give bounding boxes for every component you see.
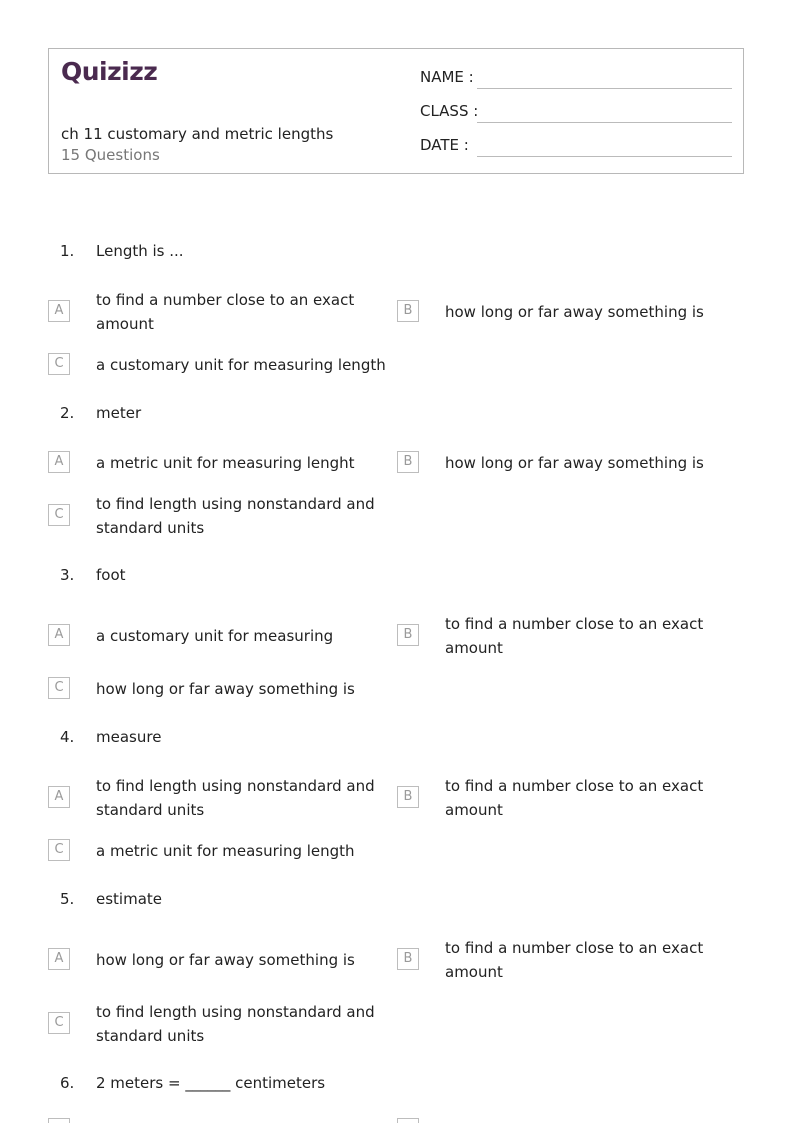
- option-a-text: to find length using nonstandard and standard units: [96, 777, 375, 819]
- option-b-text: how long or far away something is: [445, 303, 704, 321]
- option-b-text: how long or far away something is: [445, 454, 704, 472]
- option-c-text: to find length using nonstandard and standard units: [96, 495, 375, 537]
- option-a-box[interactable]: A: [48, 786, 70, 808]
- option-b-box[interactable]: B: [397, 786, 419, 808]
- option-b-box[interactable]: B: [397, 624, 419, 646]
- date-line: [477, 156, 732, 157]
- option-a-text: how long or far away something is: [96, 951, 355, 969]
- option-c-box[interactable]: C: [48, 353, 70, 375]
- option-a-box[interactable]: A: [48, 451, 70, 473]
- question-text: Length is ...: [96, 242, 184, 260]
- option-a-text: to find a number close to an exact amount: [96, 291, 355, 333]
- question-count: 15 Questions: [61, 146, 160, 164]
- option-a-box-partial[interactable]: [48, 1118, 70, 1123]
- option-c-text: how long or far away something is: [96, 680, 355, 698]
- date-label: DATE :: [420, 136, 469, 154]
- option-b-box[interactable]: B: [397, 451, 419, 473]
- worksheet-title: ch 11 customary and metric lengths: [61, 125, 334, 143]
- option-b-box[interactable]: B: [397, 300, 419, 322]
- option-b-box[interactable]: B: [397, 948, 419, 970]
- date-field[interactable]: [420, 136, 469, 154]
- option-c-box[interactable]: C: [48, 1012, 70, 1034]
- question-number: 3.: [60, 566, 75, 584]
- question-number: 5.: [60, 890, 75, 908]
- question-text: estimate: [96, 890, 163, 908]
- option-b-box-partial[interactable]: [397, 1118, 419, 1123]
- class-field[interactable]: [420, 102, 478, 120]
- question-number: 6.: [60, 1074, 75, 1092]
- option-a-text: a metric unit for measuring lenght: [96, 454, 355, 472]
- option-c-text: to find length using nonstandard and standard units: [96, 1003, 375, 1045]
- question-number: 2.: [60, 404, 75, 422]
- option-a-text: a customary unit for measuring: [96, 627, 334, 645]
- question-text: measure: [96, 728, 162, 746]
- class-label: CLASS :: [420, 102, 479, 120]
- option-c-box[interactable]: C: [48, 839, 70, 861]
- option-b-text: to find a number close to an exact amount: [445, 939, 704, 981]
- option-a-box[interactable]: A: [48, 948, 70, 970]
- class-line: [477, 122, 732, 123]
- worksheet-header: [48, 48, 744, 174]
- question-text: meter: [96, 404, 142, 422]
- question-number: 1.: [60, 242, 75, 260]
- option-b-text: to find a number close to an exact amount: [445, 777, 704, 819]
- option-c-box[interactable]: C: [48, 677, 70, 699]
- name-field[interactable]: [420, 68, 474, 86]
- question-text: 2 meters = ______ centimeters: [96, 1074, 326, 1092]
- question-text: foot: [96, 566, 126, 584]
- option-c-text: a metric unit for measuring length: [96, 842, 355, 860]
- name-line: [477, 88, 732, 89]
- option-a-box[interactable]: A: [48, 300, 70, 322]
- option-b-text: to find a number close to an exact amount: [445, 615, 704, 657]
- option-c-text: a customary unit for measuring length: [96, 356, 386, 374]
- quizizz-logo: Quizizz: [61, 57, 158, 86]
- option-a-box[interactable]: A: [48, 624, 70, 646]
- option-c-box[interactable]: C: [48, 504, 70, 526]
- name-label: NAME :: [420, 68, 474, 86]
- question-number: 4.: [60, 728, 75, 746]
